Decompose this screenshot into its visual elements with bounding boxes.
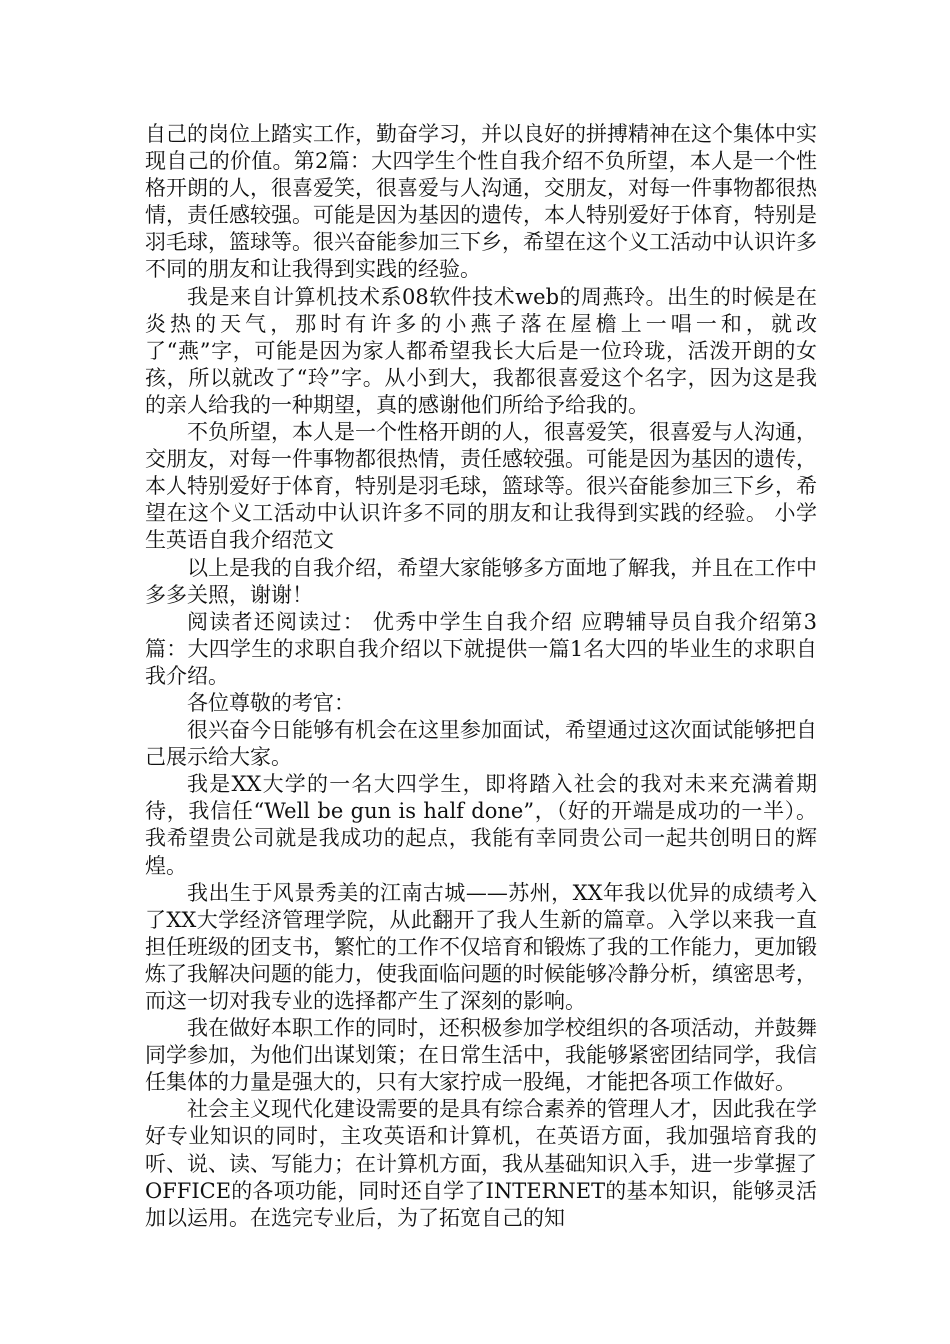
paragraph-1: 自己的岗位上踏实工作，勤奋学习，并以良好的拼搏精神在这个集体中实现自己的价值。第2篇：大四学生个性自我介绍不负所望，本人是一个性格开朗的人，很喜爱笑，很喜爱与人沟通，交朋友，对每一件事物都很热情，责任感较强。可能是因为基因的遗传，本人特别爱好于体育，特别是羽毛球，篮球等。很兴奋能参加三下乡，希望在这个义工活动中认识许多不同的朋友和让我得到实践的经验。 — [145, 122, 817, 282]
paragraph-8: 我是XX大学的一名大四学生，即将踏入社会的我对未来充满着期待，我信任“Well be gun is half done”，（好的开端是成功的一半）。我希望贵公司就是我成功的起点，我能有幸同贵公司一起共创明日的辉煌。 — [145, 772, 817, 878]
paragraph-11: 社会主义现代化建设需要的是具有综合素养的管理人才，因此我在学好专业知识的同时，主攻英语和计算机，在英语方面，我加强培育我的听、说、读、写能力；在计算机方面，我从基础知识入手，进一步掌握了OFFICE的各项功能，同时还自学了INTERNET的基本知识，能够灵活加以运用。在选完专业后，为了拓宽自己的知 — [145, 1097, 817, 1230]
paragraph-7: 很兴奋今日能够有机会在这里参加面试，希望通过这次面试能够把自己展示给大家。 — [145, 718, 817, 770]
paragraph-6: 各位尊敬的考官： — [187, 690, 355, 715]
paragraph-9: 我出生于风景秀美的江南古城——苏州，XX年我以优异的成绩考入了XX大学经济管理学院，从此翻开了我人生新的篇章。入学以来我一直担任班级的团支书，繁忙的工作不仅培育和锻炼了我的工作能力，更加锻炼了我解决问题的能力，使我面临问题的时候能够冷静分析，缜密思考，而这一切对我专业的选择都产生了深刻的影响。 — [145, 880, 817, 1013]
document-body — [145, 121, 817, 1232]
paragraph-5: 阅读者还阅读过： 优秀中学生自我介绍 应聘辅导员自我介绍第3篇：大四学生的求职自我介绍以下就提供一篇1名大四的毕业生的求职自我介绍。 — [145, 609, 817, 688]
paragraph-3: 不负所望，本人是一个性格开朗的人，很喜爱笑，很喜爱与人沟通，交朋友，对每一件事物都很热情，责任感较强。可能是因为基因的遗传，本人特别爱好于体育，特别是羽毛球，篮球等。很兴奋能参加三下乡，希望在这个义工活动中认识许多不同的朋友和让我得到实践的经验。 小学生英语自我介绍范文 — [145, 420, 817, 553]
paragraph-2: 我是来自计算机技术系08软件技术web的周燕玲。出生的时候是在炎热的天气，那时有许多的小燕子落在屋檐上一唱一和，就改了“燕”字，可能是因为家人都希望我长大后是一位玲珑，活泼开朗的女孩，所以就改了“玲”字。从小到大，我都很喜爱这个名字，因为这是我的亲人给我的一种期望，真的感谢他们所给予给我的。 — [145, 284, 817, 417]
paragraph-4: 以上是我的自我介绍，希望大家能够多方面地了解我，并且在工作中多多关照，谢谢！ — [145, 555, 817, 607]
paragraph-10: 我在做好本职工作的同时，还积极参加学校组织的各项活动，并鼓舞同学参加，为他们出谋划策；在日常生活中，我能够紧密团结同学，我信任集体的力量是强大的，只有大家拧成一股绳，才能把各项工作做好。 — [145, 1016, 817, 1095]
